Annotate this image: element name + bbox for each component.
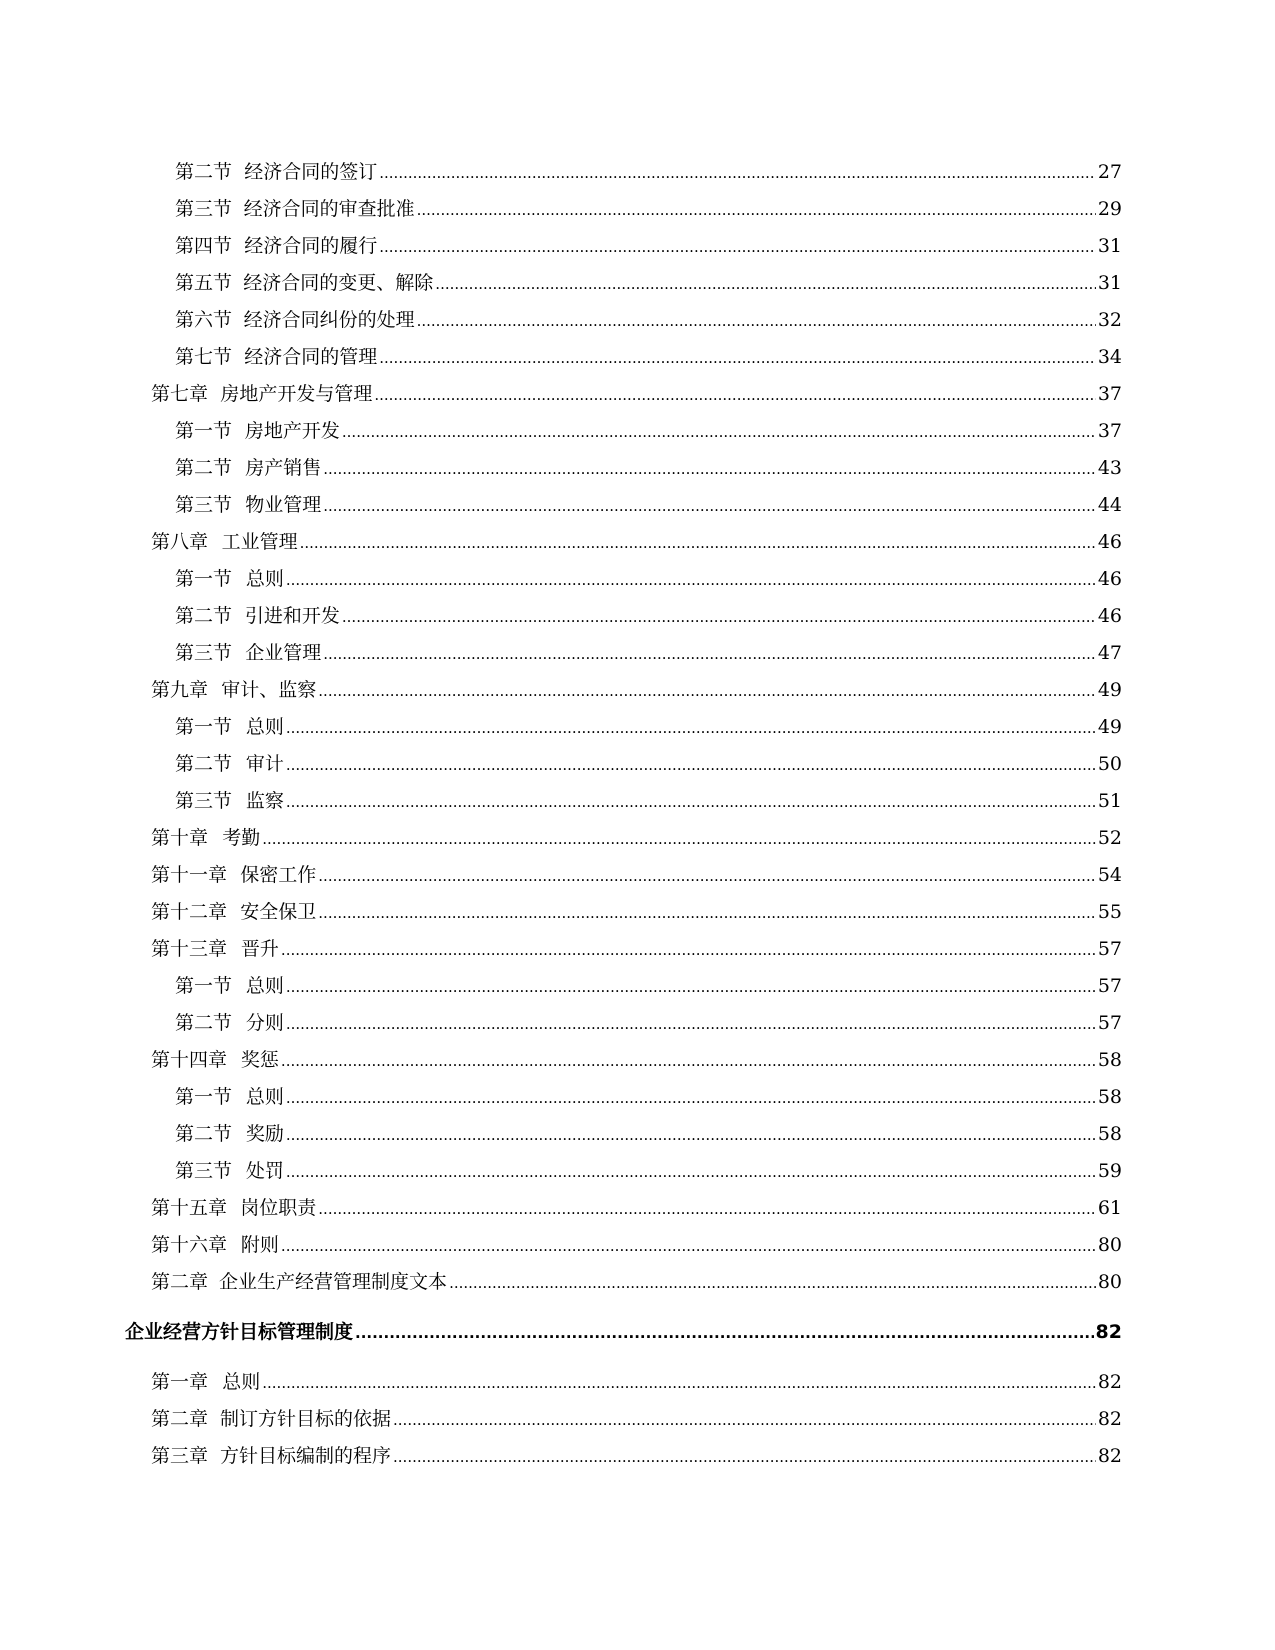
toc-dot-leader — [262, 820, 1096, 858]
toc-entry-number: 第一节 — [175, 568, 233, 590]
toc-entry-number: 第四节 — [175, 235, 233, 257]
toc-entry-number: 第三节 — [175, 494, 233, 516]
toc-dot-leader — [342, 413, 1096, 451]
toc-entry-number: 第十五章 — [151, 1197, 228, 1219]
toc-page-number: 61 — [1097, 1197, 1122, 1219]
toc-page-number: 82 — [1097, 1408, 1122, 1430]
toc-page-number: 55 — [1097, 901, 1122, 923]
toc-entry-title: 奖惩 — [240, 1049, 279, 1071]
toc-entry-number: 第十六章 — [151, 1234, 228, 1256]
toc-chapter-entry[interactable] — [0, 857, 1275, 894]
toc-entry-number: 第一节 — [175, 716, 233, 738]
toc-page-number: 51 — [1097, 790, 1122, 812]
toc-entry-title: 保密工作 — [240, 864, 317, 886]
toc-dot-leader — [379, 228, 1096, 266]
toc-entry-title: 房地产开发与管理 — [220, 383, 373, 405]
toc-chapter-entry[interactable] — [0, 820, 1275, 857]
toc-dot-leader — [417, 191, 1096, 229]
toc-page-number: 50 — [1097, 753, 1122, 775]
toc-entry-title: 分则 — [245, 1012, 284, 1034]
toc-page-number: 57 — [1097, 938, 1122, 960]
toc-entry-number: 第九章 — [151, 679, 209, 701]
toc-entry-number: 第二节 — [175, 161, 233, 183]
toc-dot-leader — [379, 339, 1096, 377]
toc-entry-number: 第三节 — [175, 790, 233, 812]
toc-entry-title: 总则 — [245, 716, 284, 738]
toc-section-entry[interactable] — [0, 228, 1275, 265]
toc-page-number: 29 — [1097, 198, 1122, 220]
toc-section-entry[interactable] — [0, 487, 1275, 524]
toc-page-number: 82 — [1097, 1445, 1122, 1467]
toc-dot-leader — [286, 561, 1096, 599]
toc-entry-title: 经济合同的履行 — [244, 235, 378, 257]
toc-section-entry[interactable] — [0, 265, 1275, 302]
toc-dot-leader — [286, 1079, 1096, 1117]
toc-dot-leader — [449, 1264, 1096, 1302]
toc-section-entry[interactable] — [0, 1079, 1275, 1116]
toc-chapter-entry[interactable] — [0, 1227, 1275, 1264]
toc-dot-leader — [286, 968, 1096, 1006]
toc-section-entry[interactable] — [0, 191, 1275, 228]
toc-entry-title: 经济合同的审查批准 — [243, 198, 415, 220]
toc-page-number: 32 — [1097, 309, 1122, 331]
toc-chapter-entry[interactable] — [0, 1401, 1275, 1438]
toc-dot-leader — [379, 154, 1096, 192]
toc-entry-title: 附则 — [240, 1234, 279, 1256]
toc-chapter-entry[interactable] — [0, 1364, 1275, 1401]
toc-entry-title: 物业管理 — [245, 494, 322, 516]
toc-chapter-entry[interactable] — [0, 1190, 1275, 1227]
toc-entry-title: 工业管理 — [221, 531, 298, 553]
toc-section-entry[interactable] — [0, 450, 1275, 487]
toc-dot-leader — [323, 487, 1096, 525]
toc-section-entry[interactable] — [0, 709, 1275, 746]
toc-chapter-entry[interactable] — [0, 931, 1275, 968]
toc-page-number: 43 — [1097, 457, 1122, 479]
toc-entry-number: 第六节 — [175, 309, 233, 331]
toc-entry-title: 处罚 — [245, 1160, 284, 1182]
toc-dot-leader — [318, 857, 1096, 895]
toc-section-entry[interactable] — [0, 968, 1275, 1005]
toc-entry-number: 第二节 — [175, 753, 233, 775]
toc-dot-leader — [281, 1042, 1096, 1080]
toc-entry-title: 企业经营方针目标管理制度 — [125, 1321, 354, 1343]
table-of-contents — [0, 154, 1275, 1475]
toc-dot-leader — [435, 265, 1096, 303]
toc-dot-leader — [286, 746, 1096, 784]
toc-entry-number: 第十一章 — [151, 864, 228, 886]
toc-entry-title: 房地产开发 — [244, 420, 340, 442]
toc-dot-leader — [318, 672, 1096, 710]
toc-page-number: 80 — [1097, 1234, 1122, 1256]
toc-page-number: 37 — [1097, 420, 1122, 442]
toc-section-entry[interactable] — [0, 1116, 1275, 1153]
toc-dot-leader — [393, 1438, 1096, 1476]
toc-page-number: 49 — [1097, 716, 1122, 738]
toc-page-number: 31 — [1097, 235, 1122, 257]
toc-entry-title: 奖励 — [245, 1123, 284, 1145]
toc-entry-title: 总则 — [245, 568, 284, 590]
toc-page-number: 58 — [1097, 1123, 1122, 1145]
toc-dot-leader — [286, 1005, 1096, 1043]
toc-page-number: 27 — [1097, 161, 1122, 183]
toc-dot-leader — [355, 1314, 1094, 1352]
toc-dot-leader — [286, 1153, 1096, 1191]
toc-page-number: 57 — [1097, 1012, 1122, 1034]
toc-page-number: 49 — [1097, 679, 1122, 701]
toc-chapter-entry[interactable] — [0, 894, 1275, 931]
toc-entry-number: 第三节 — [175, 642, 233, 664]
toc-page-number: 59 — [1097, 1160, 1122, 1182]
toc-dot-leader — [374, 376, 1095, 414]
toc-entry-number: 第二节 — [175, 605, 233, 627]
toc-page-number: 80 — [1097, 1271, 1122, 1293]
toc-entry-title: 总则 — [245, 1086, 284, 1108]
toc-entry-number: 第一节 — [175, 420, 233, 442]
toc-entry-title: 方针目标编制的程序 — [220, 1445, 392, 1467]
toc-page-number: 82 — [1095, 1321, 1122, 1343]
toc-entry-title: 经济合同的管理 — [244, 346, 378, 368]
toc-entry-number: 第八章 — [151, 531, 209, 553]
toc-entry-number: 第十章 — [151, 827, 209, 849]
toc-section-entry[interactable] — [0, 561, 1275, 598]
toc-entry-number: 第二节 — [175, 1012, 233, 1034]
toc-entry-title: 总则 — [245, 975, 284, 997]
toc-entry-number: 第二章 — [151, 1408, 209, 1430]
toc-section-entry[interactable] — [0, 1005, 1275, 1042]
toc-entry-title: 经济合同纠份的处理 — [243, 309, 415, 331]
toc-dot-leader — [281, 1227, 1096, 1265]
toc-page-number: 54 — [1097, 864, 1122, 886]
toc-dot-leader — [286, 709, 1096, 747]
toc-entry-number: 第二节 — [175, 457, 233, 479]
toc-page-number: 52 — [1097, 827, 1122, 849]
toc-entry-number: 第十三章 — [151, 938, 228, 960]
toc-dot-leader — [318, 894, 1096, 932]
toc-entry-number: 第七节 — [175, 346, 233, 368]
toc-entry-number: 第二章 — [151, 1271, 209, 1293]
toc-page-number: 58 — [1097, 1086, 1122, 1108]
toc-entry-title: 房产销售 — [245, 457, 322, 479]
toc-entry-title: 引进和开发 — [244, 605, 340, 627]
toc-page-number: 37 — [1097, 383, 1122, 405]
toc-entry-title: 岗位职责 — [240, 1197, 317, 1219]
toc-entry-number: 第十四章 — [151, 1049, 228, 1071]
toc-page-number: 44 — [1097, 494, 1122, 516]
toc-entry-number: 第二节 — [175, 1123, 233, 1145]
toc-section-entry[interactable] — [0, 783, 1275, 820]
toc-dot-leader — [393, 1401, 1096, 1439]
toc-entry-title: 企业生产经营管理制度文本 — [219, 1271, 448, 1293]
toc-entry-number: 第一节 — [175, 975, 233, 997]
toc-entry-title: 监察 — [245, 790, 284, 812]
toc-entry-number: 第七章 — [151, 383, 209, 405]
toc-section-entry[interactable] — [0, 413, 1275, 450]
toc-entry-number: 第一章 — [151, 1371, 209, 1393]
toc-dot-leader — [417, 302, 1096, 340]
toc-section-entry[interactable] — [0, 302, 1275, 339]
toc-entry-title: 企业管理 — [245, 642, 322, 664]
toc-dot-leader — [323, 635, 1096, 673]
toc-page-number: 34 — [1097, 346, 1122, 368]
toc-entry-number: 第三节 — [175, 1160, 233, 1182]
toc-entry-title: 审计 — [245, 753, 284, 775]
toc-section-entry[interactable] — [0, 154, 1275, 191]
toc-page-number: 82 — [1097, 1371, 1122, 1393]
toc-entry-number: 第一节 — [175, 1086, 233, 1108]
toc-entry-number: 第十二章 — [151, 901, 228, 923]
toc-part-heading[interactable] — [0, 1314, 1275, 1351]
toc-section-entry[interactable] — [0, 1153, 1275, 1190]
toc-entry-title: 经济合同的签订 — [244, 161, 378, 183]
toc-entry-title: 晋升 — [240, 938, 279, 960]
toc-chapter-entry[interactable] — [0, 376, 1275, 413]
toc-chapter-entry[interactable] — [0, 672, 1275, 709]
toc-page-number: 57 — [1097, 975, 1122, 997]
toc-page-number: 58 — [1097, 1049, 1122, 1071]
toc-entry-title: 经济合同的变更、解除 — [243, 272, 434, 294]
toc-dot-leader — [286, 783, 1096, 821]
toc-dot-leader — [323, 450, 1096, 488]
toc-dot-leader — [262, 1364, 1096, 1402]
toc-dot-leader — [300, 524, 1096, 562]
toc-entry-number: 第三节 — [175, 198, 233, 220]
toc-chapter-entry[interactable] — [0, 1264, 1275, 1301]
toc-entry-title: 总则 — [222, 1371, 261, 1393]
toc-dot-leader — [286, 1116, 1096, 1154]
toc-chapter-entry[interactable] — [0, 1438, 1275, 1475]
toc-section-entry[interactable] — [0, 746, 1275, 783]
toc-dot-leader — [318, 1190, 1096, 1228]
toc-section-entry[interactable] — [0, 339, 1275, 376]
toc-dot-leader — [342, 598, 1096, 636]
toc-page-number: 46 — [1097, 605, 1122, 627]
toc-entry-number: 第三章 — [151, 1445, 209, 1467]
toc-chapter-entry[interactable] — [0, 524, 1275, 561]
toc-entry-number: 第五节 — [175, 272, 233, 294]
toc-dot-leader — [281, 931, 1096, 969]
toc-entry-title: 考勤 — [222, 827, 261, 849]
toc-page-number: 47 — [1097, 642, 1122, 664]
toc-entry-title: 安全保卫 — [240, 901, 317, 923]
toc-section-entry[interactable] — [0, 598, 1275, 635]
toc-chapter-entry[interactable] — [0, 1042, 1275, 1079]
toc-entry-title: 制订方针目标的依据 — [220, 1408, 392, 1430]
toc-page-number: 46 — [1097, 568, 1122, 590]
toc-page-number: 46 — [1097, 531, 1122, 553]
toc-entry-title: 审计、监察 — [221, 679, 317, 701]
toc-section-entry[interactable] — [0, 635, 1275, 672]
toc-page-number: 31 — [1097, 272, 1122, 294]
